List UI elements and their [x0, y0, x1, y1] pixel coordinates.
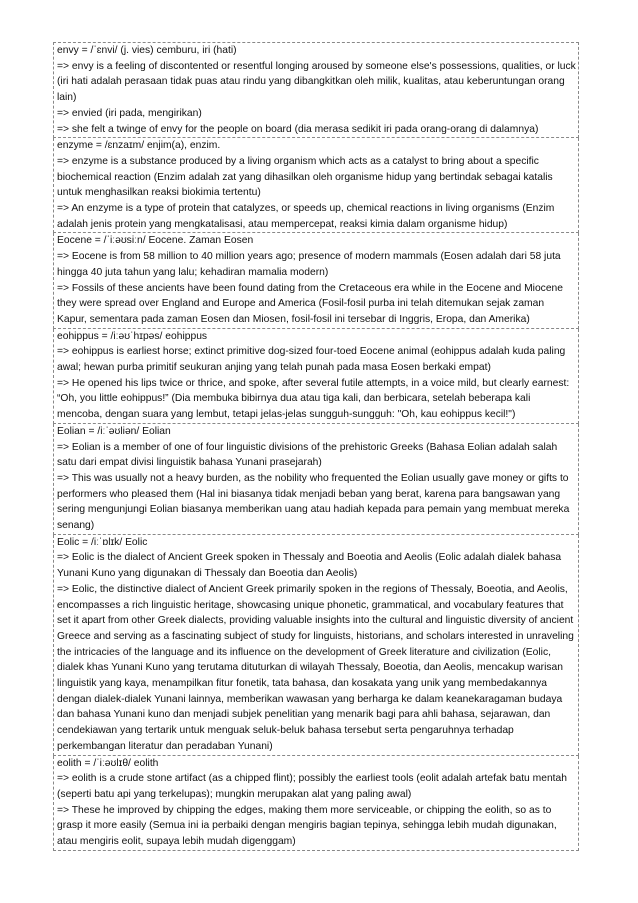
entry-term: enzyme = /ɛnzaɪm/ [57, 140, 145, 152]
entry-header [57, 756, 576, 772]
entry-term: Eolic = /iːˈɒlɪk/ [57, 536, 123, 548]
entry-translation: (j. vies) cemburu, iri (hati) [120, 45, 237, 56]
entry-header [57, 329, 576, 345]
entry-line: => envy is a feeling of discontented or resentful longing aroused by someone else's possessions, qualities, or luck (iri hati adalah perasaan tidak puas atau rindu yang dibangkitkan oleh milik, kualitas, atau keberuntungan orang lain) [57, 60, 576, 104]
entry-term: Eocene = /ˈiːəʊsiːn/ [57, 235, 146, 247]
entry-translation: eohippus [165, 330, 208, 342]
entry-envy [53, 42, 579, 138]
entry-enzyme [53, 138, 579, 233]
entry-translation: enjim(a), enzim. [146, 140, 221, 152]
entry-line: => An enzyme is a type of protein that catalyzes, or speeds up, chemical reactions in living organisms (Enzim adalah jenis protein yang mengkatalisasi, atau mempercepat, reaksi kimia dalam organisme hidup) [57, 203, 555, 230]
entry-term: eohippus = /iːəʊˈhɪpəs/ [57, 330, 163, 342]
glossary-page [53, 42, 579, 851]
entry-line: => eohippus is earliest horse; extinct primitive dog-sized four-toed Eocene animal (eohippus adalah kuda paling awal; hewan purba primitif seukuran anjing yang telah punah pada masa Eosen berkaki empat) [57, 346, 566, 373]
entry-line: => enzyme is a substance produced by a living organism which acts as a catalyst to bring about a specific biochemical reaction (Enzim adalah zat yang dihasilkan oleh organisme hidup yang bertindak sebagai katalis untuk menghasilkan reaksi biokimia tertentu) [57, 155, 553, 199]
entry-term: eolith = /ˈiːəʊlɪθ/ [57, 757, 131, 769]
entry-line: => He opened his lips twice or thrice, and spoke, after several futile attempts, in a voice mild, but clearly earnest: “Oh, you little eohippus!” (Dia membuka bibirnya dua atau tiga kali, dan berbicara, setelah beberapa kali mencoba, dengan suara yang lembut, tetapi jelas-jelas sungguh-sungguh: "Oh, kau eohippus kecil!") [57, 377, 570, 421]
entry-eolith [53, 756, 579, 851]
entry-line: => These he improved by chipping the edges, making them more serviceable, or chipping the eolith, so as to grasp it more easily (Semua ini ia perbaiki dengan mengiris bagian tepinya, sehingga lebih mudah digunakan, atau mengiris eolit, supaya lebih mudah digenggam) [57, 804, 557, 848]
entry-line: => envied (iri pada, mengirikan) [57, 107, 202, 119]
entry-header [57, 43, 576, 59]
entry-header [57, 138, 576, 154]
entry-line: => Eocene is from 58 million to 40 million years ago; presence of modern mammals (Eosen adalah dari 58 juta hingga 40 juta tahun yang lalu; kehadiran mamalia modern) [57, 251, 561, 278]
entry-line: => Eolic is the dialect of Ancient Greek spoken in Thessaly and Boeotia and Aeolis (Eolic adalah dialek bahasa Yunani Kuno yang digunakan di Thessaly dan Boeotia dan Aeolis) [57, 552, 562, 580]
entry-eohippus [53, 329, 579, 424]
entry-translation: Eolic [125, 536, 148, 548]
entry-translation: Eolian [142, 425, 171, 437]
entry-translation: eolith [133, 757, 159, 769]
entry-eolian [53, 424, 579, 535]
entry-header [57, 233, 576, 249]
entry-term: envy = /ˈɛnvi/ [57, 45, 118, 56]
entry-header [57, 424, 576, 440]
entry-eocene [53, 233, 579, 328]
entry-line: => This was usually not a heavy burden, as the nobility who frequented the Eolian usually gave money or gifts to performers who pleased them (Hal ini biasanya tidak menjadi beban yang berat, karena para bangsawan yang sering mengunjungi Eolian biasanya memberikan uang atau hadiah kepada para pemain yang membuat mereka senang) [57, 472, 570, 532]
entry-line: => Fossils of these ancients have been found dating from the Cretaceous era while in the Eocene and Miocene they were spread over England and Europe and America (Fosil-fosil purba ini telah ditemukan sejak zaman Kapur, sementara pada zaman Eosen dan Miosen, fosil-fosil ini tersebar di Inggris, Eropa, dan Amerika) [57, 282, 564, 325]
entry-header [57, 535, 576, 551]
entry-term: Eolian = /iːˈəʊliən/ [57, 425, 140, 437]
entry-line: => Eolic, the distinctive dialect of Ancient Greek primarily spoken in the regions of Thessaly, Boeotia, and Aeolis, encompasses a rich linguistic heritage, showcasing unique phonetic, grammatical, and vocabulary features that set it apart from other Greek dialects, providing valuable insights into the cultural and linguistic diversity of ancient Greece and serving as a fascinating subject of study for linguists, historians, and scholars interested in unraveling the intricacies of the language and its influence on the development of Greek literature and civilization (Eolic, dialek khas Yunani Kuno yang terutama dituturkan di wilayah Thessaly, Boeotia, dan Aeolis, mencakup warisan linguistik yang kaya, menampilkan fitur fonetik, tata bahasa, dan kosakata yang unik yang membedakannya dengan dialek-dialek Yunani lainnya, memberikan wawasan yang berharga ke dalam keanekaragaman budaya dan bahasa Yunani kuno dan menjadi subjek penelitian yang menarik bagi para ahli bahasa, sejarawan, dan cendekiawan yang tertarik untuk menguak seluk-beluk bahasa tersebut serta pengaruhnya terhadap perkembangan literatur dan peradaban Yunani) [57, 583, 574, 752]
entry-line: => she felt a twinge of envy for the people on board (dia merasa sedikit iri pada orang-orang di dalamnya) [57, 123, 539, 135]
entry-line: => Eolian is a member of one of four linguistic divisions of the prehistoric Greeks (Bahasa Eolian adalah salah satu dari empat divisi linguistik bahasa Yunani prasejarah) [57, 441, 558, 469]
entry-eolic [53, 535, 579, 756]
entry-translation: Eocene. Zaman Eosen [148, 235, 254, 247]
entry-line: => eolith is a crude stone artifact (as a chipped flint); possibly the earliest tools (eolit adalah artefak batu mentah (seperti batu api yang terkelupas); mungkin merupakan alat yang paling awal) [57, 773, 567, 800]
